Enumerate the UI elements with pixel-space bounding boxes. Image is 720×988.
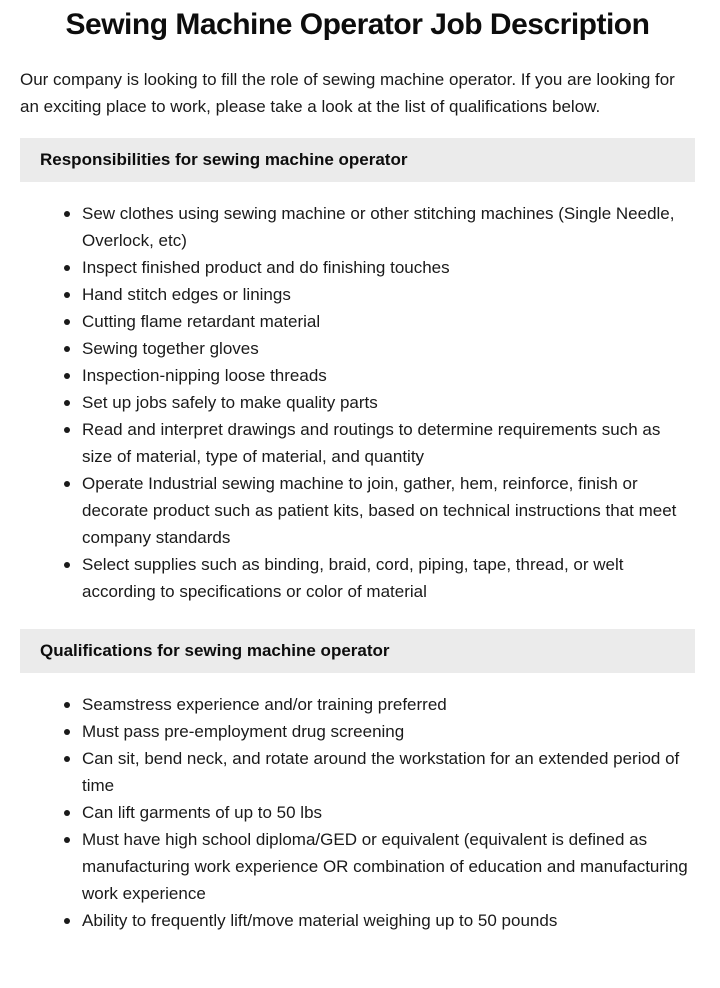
- qualifications-list: [20, 691, 695, 934]
- list-item: Inspect finished product and do finishing touches: [62, 254, 695, 281]
- section-heading-responsibilities-label: Responsibilities for sewing machine operator: [40, 150, 408, 169]
- list-item: Select supplies such as binding, braid, cord, piping, tape, thread, or welt according to specifications or color of material: [62, 551, 695, 605]
- list-item: Sew clothes using sewing machine or other stitching machines (Single Needle, Overlock, etc): [62, 200, 695, 254]
- list-item: Can lift garments of up to 50 lbs: [62, 799, 695, 826]
- intro-paragraph: Our company is looking to fill the role of sewing machine operator. If you are looking for an exciting place to work, please take a look at the list of qualifications below.: [20, 70, 675, 116]
- list-item: Can sit, bend neck, and rotate around the workstation for an extended period of time: [62, 745, 695, 799]
- list-item: Operate Industrial sewing machine to join, gather, hem, reinforce, finish or decorate product such as patient kits, based on technical instructions that meet company standards: [62, 470, 695, 551]
- list-item: Cutting flame retardant material: [62, 308, 695, 335]
- list-item: Set up jobs safely to make quality parts: [62, 389, 695, 416]
- list-item: Ability to frequently lift/move material weighing up to 50 pounds: [62, 907, 695, 934]
- list-item: Must have high school diploma/GED or equivalent (equivalent is defined as manufacturing work experience OR combination of education and manufacturing work experience: [62, 826, 695, 907]
- list-item: Inspection-nipping loose threads: [62, 362, 695, 389]
- section-heading-qualifications-label: Qualifications for sewing machine operator: [40, 641, 390, 660]
- list-item: Read and interpret drawings and routings to determine requirements such as size of material, type of material, and quantity: [62, 416, 695, 470]
- responsibilities-list: [20, 200, 695, 605]
- list-item: Seamstress experience and/or training preferred: [62, 691, 695, 718]
- section-heading-responsibilities: [20, 138, 695, 182]
- list-item: Sewing together gloves: [62, 335, 695, 362]
- list-item: Hand stitch edges or linings: [62, 281, 695, 308]
- page-title: Sewing Machine Operator Job Description: [65, 8, 650, 41]
- section-heading-qualifications: [20, 629, 695, 673]
- list-item: Must pass pre-employment drug screening: [62, 718, 695, 745]
